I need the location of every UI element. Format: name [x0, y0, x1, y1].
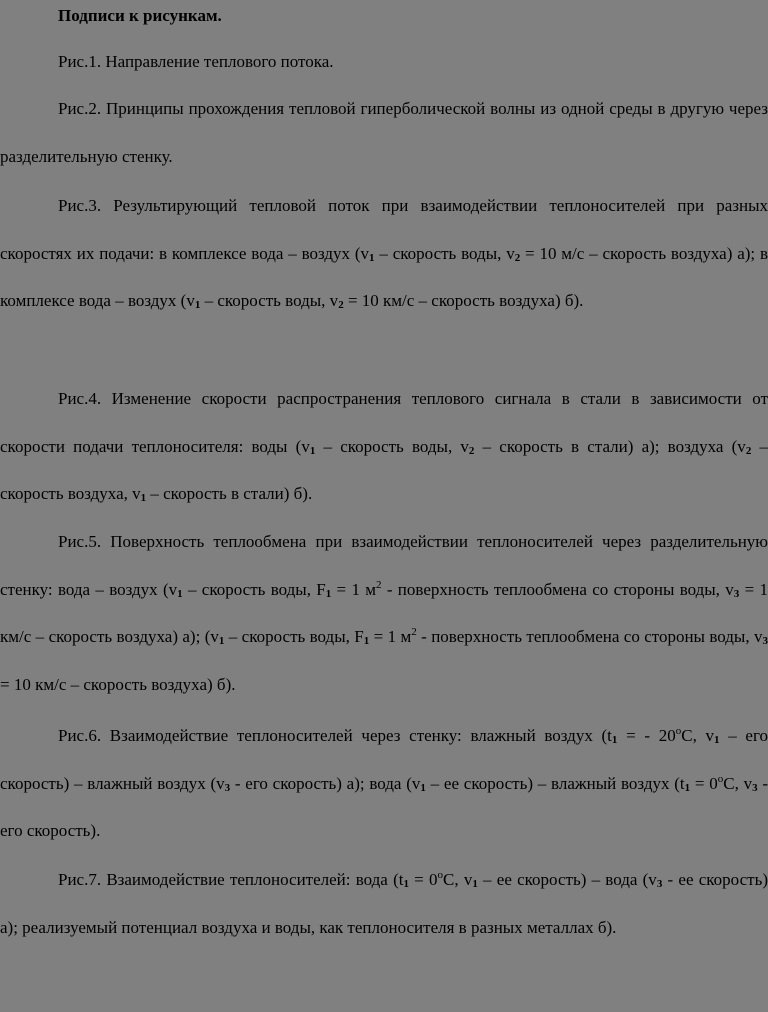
figure-caption-6 — [0, 712, 768, 855]
caption-text: = 10 м/с – скорость воздуха) а); в комплексе вода – воздух (v — [0, 243, 768, 310]
caption-text: – скорость воды, F — [224, 627, 364, 646]
caption-text: – скорость в стали) а); воздуха (v — [474, 436, 746, 456]
subscript: 1 — [611, 734, 618, 746]
caption-text: – скорость воды, v — [315, 436, 469, 456]
subscript: 2 — [338, 299, 344, 311]
subscript: 3 — [733, 587, 740, 600]
caption-text: - поверхность теплообмена со стороны воды, v — [416, 627, 763, 646]
caption-text: – скорость воздуха, v — [0, 436, 768, 503]
caption-text: Рис.6. Взаимодействие теплоносителей через стенку: влажный воздух (t — [58, 726, 612, 745]
caption-text: - ее скорость) а); реализуемый потенциал воздуха и воды, как теплоносителя в разных металлах б). — [0, 870, 768, 937]
caption-text: – скорость воды, F — [182, 579, 326, 599]
superscript: o — [717, 772, 724, 785]
subscript: 1 — [369, 251, 375, 264]
caption-text: - его скорость) а); вода (v — [230, 773, 421, 793]
figure-caption-7 — [0, 856, 768, 951]
caption-text: - поверхность теплообмена со стороны воды, v — [381, 579, 734, 599]
caption-text: C, v — [443, 870, 473, 889]
subscript: 1 — [472, 878, 478, 890]
caption-text: = 0 — [408, 870, 438, 889]
subscript: 1 — [194, 299, 201, 311]
subscript: 1 — [363, 635, 370, 647]
caption-text: Рис.3. Результирующий тепловой поток при взаимодействии теплоносителей при разных скоростях их подачи: в комплексе вода – воздух (v — [0, 196, 768, 263]
caption-text: C, v — [723, 773, 753, 793]
subscript: 2 — [514, 251, 521, 264]
subscript: 1 — [177, 587, 183, 600]
subscript: 1 — [403, 878, 409, 890]
superscript: o — [675, 725, 682, 737]
caption-text: Рис.7. Взаимодействие теплоносителей: вода (t — [58, 870, 404, 889]
superscript: 2 — [411, 626, 417, 638]
caption-text: – его скорость) – влажный воздух (v — [0, 726, 768, 793]
subscript: 1 — [218, 635, 225, 647]
document-heading: Подписи к рисункам. — [58, 6, 222, 25]
caption-text: - его скорость). — [0, 773, 768, 840]
subscript: 1 — [714, 734, 720, 746]
caption-text: – скорость в стали) б). — [146, 484, 313, 503]
caption-text: Рис.2. Принципы прохождения тепловой гиперболической волны из одной среды в другую через разделительную стенку. — [0, 99, 768, 166]
superscript: 2 — [376, 578, 382, 591]
superscript: o — [437, 869, 443, 881]
caption-text: – ее скорость) – вода (v — [477, 870, 657, 889]
caption-text: Рис.5. Поверхность теплообмена при взаимодействии теплоносителей через разделительную стенку: вода – воздух (v — [0, 532, 768, 599]
caption-text: Рис.1. Направление теплового потока. — [58, 52, 334, 71]
caption-text: = 1 м — [369, 627, 412, 646]
figure-caption-4 — [0, 375, 768, 518]
caption-text: – скорость воды, v — [374, 243, 515, 263]
caption-text: = 1 м — [331, 579, 377, 599]
subscript: 3 — [762, 635, 768, 647]
subscript: 1 — [140, 492, 147, 504]
caption-text: – скорость воды, v — [200, 291, 339, 310]
caption-text: Рис.4. Изменение скорости распространения теплового сигнала в стали в зависимости от скорости подачи теплоносителя: воды (v — [0, 389, 768, 456]
caption-text: = 0 — [690, 773, 718, 793]
subscript: 1 — [309, 444, 316, 457]
figure-caption-3 — [0, 182, 768, 325]
subscript: 3 — [224, 781, 231, 794]
subscript: 1 — [420, 781, 426, 794]
caption-text: = 10 км/с – скорость воздуха) б). — [0, 674, 236, 694]
caption-text: = - 20 — [617, 726, 676, 745]
caption-text: = 10 км/с – скорость воздуха) б). — [343, 291, 584, 310]
caption-text: C, v — [681, 726, 715, 745]
subscript: 1 — [684, 781, 691, 794]
figure-caption-2 — [0, 85, 768, 180]
caption-text: – ее скорость) – влажный воздух (t — [425, 773, 685, 793]
subscript: 2 — [468, 444, 475, 457]
subscript: 1 — [325, 587, 332, 600]
caption-text: = 1 км/с – скорость воздуха) а); (v — [0, 579, 768, 646]
subscript: 3 — [752, 781, 758, 794]
subscript: 2 — [745, 444, 752, 457]
figure-caption-5 — [0, 518, 768, 708]
figure-caption-1 — [0, 38, 768, 86]
subscript: 3 — [656, 878, 663, 890]
